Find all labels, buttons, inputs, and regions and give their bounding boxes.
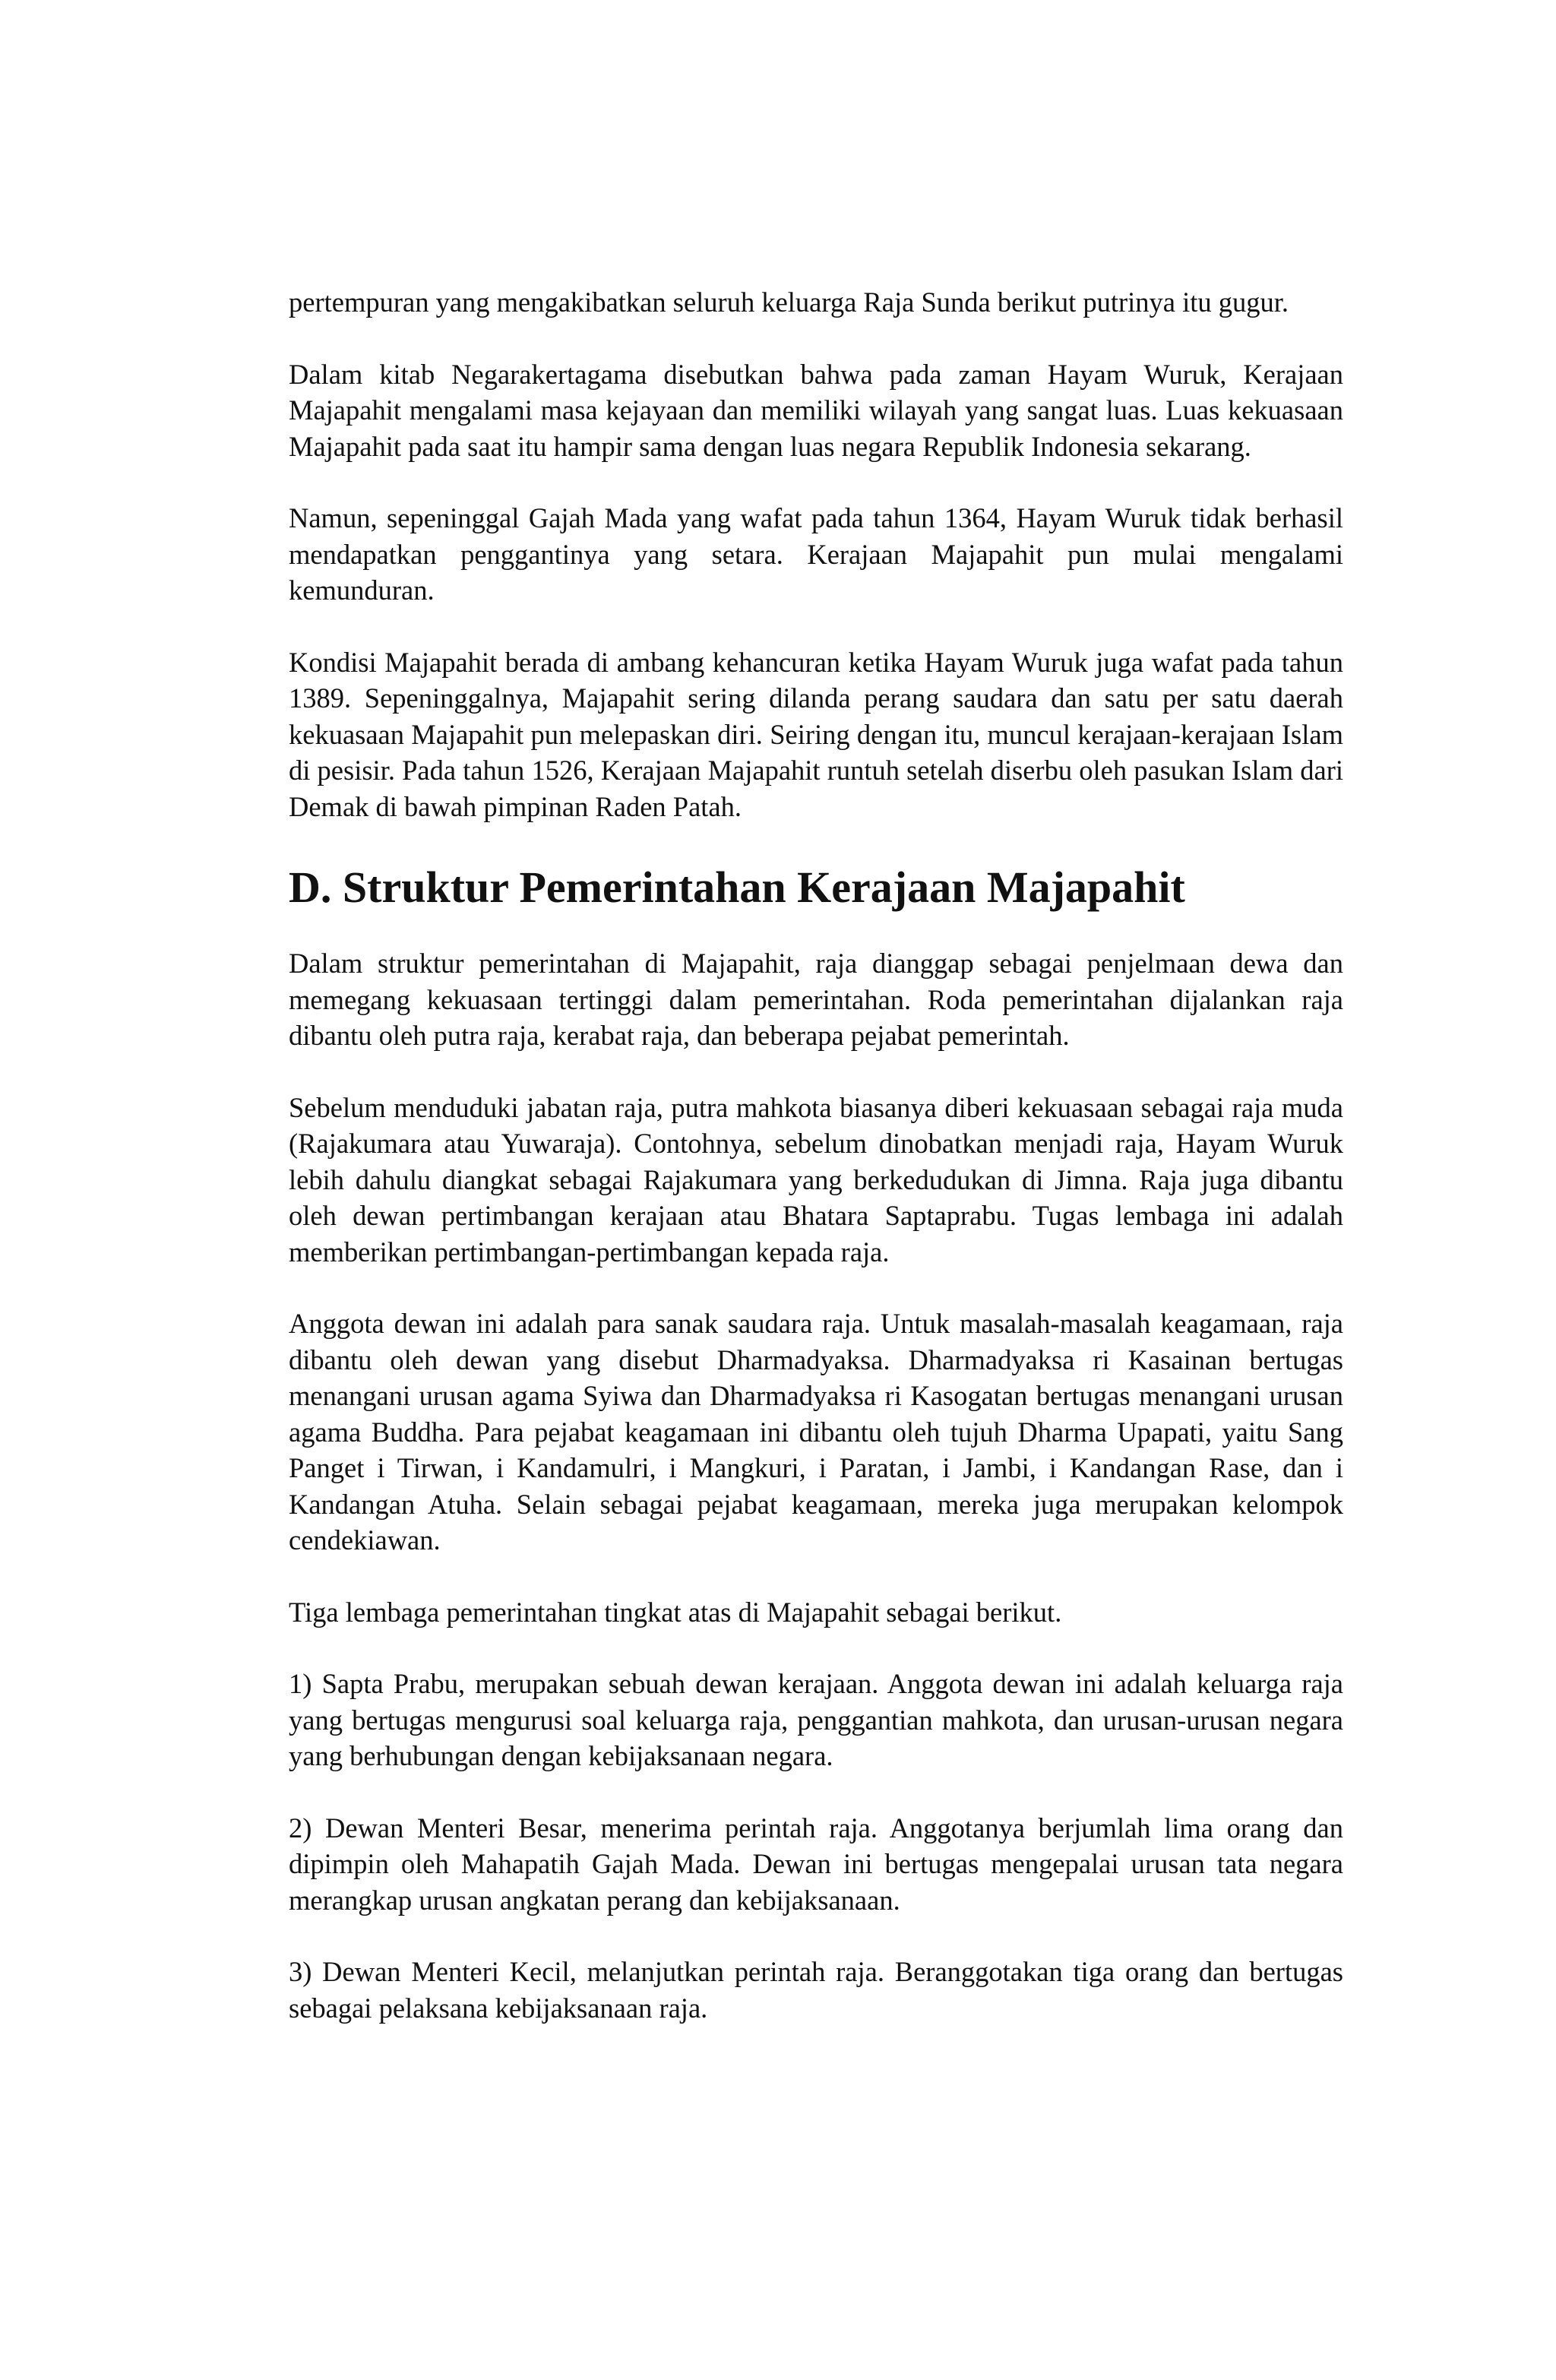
section-heading: D. Struktur Pemerintahan Kerajaan Majapahit: [289, 862, 1185, 912]
paragraph-kehancuran: Kondisi Majapahit berada di ambang kehancuran ketika Hayam Wuruk juga wafat pada tahun 1389. Sepeninggalnya, Majapahit sering dilanda perang saudara dan satu per satu daerah kekuasaan Majapahit pun melepaskan diri. Seiring dengan itu, muncul kerajaan-kerajaan Islam di pesisir. Pada tahun 1526, Kerajaan Majapahit runtuh setelah diserbu oleh pasukan Islam dari Demak di bawah pimpinan Raden Patah.: [289, 646, 1343, 822]
paragraph-pertempuran: pertempuran yang mengakibatkan seluruh keluarga Raja Sunda berikut putrinya itu gugur.: [289, 286, 1289, 318]
paragraph-kemunduran: Namun, sepeninggal Gajah Mada yang wafat pada tahun 1364, Hayam Wuruk tidak berhasil mendapatkan penggantinya yang setara. Kerajaan Majapahit pun mulai mengalami kemunduran.: [289, 502, 1343, 606]
list-item-menteri-kecil: 3) Dewan Menteri Kecil, melanjutkan perintah raja. Beranggotakan tiga orang dan bertugas sebagai pelaksana kebijaksanaan raja.: [289, 1956, 1343, 2024]
paragraph-struktur: Dalam struktur pemerintahan di Majapahit, raja dianggap sebagai penjelmaan dewa dan memegang kekuasaan tertinggi dalam pemerintahan. Roda pemerintahan dijalankan raja dibantu oleh putra raja, kerabat raja, dan beberapa pejabat pemerintah.: [289, 948, 1343, 1051]
list-item-menteri-besar: 2) Dewan Menteri Besar, menerima perintah raja. Anggotanya berjumlah lima orang dan dipimpin oleh Mahapatih Gajah Mada. Dewan ini bertugas mengepalai urusan tata negara merangkap urusan angkatan perang dan kebijaksanaan.: [289, 1812, 1343, 1916]
list-item-sapta-prabu: 1) Sapta Prabu, merupakan sebuah dewan kerajaan. Anggota dewan ini adalah keluarga raja yang bertugas mengurusi soal keluarga raja, penggantian mahkota, dan urusan-urusan negara yang berhubungan dengan kebijaksanaan negara.: [289, 1668, 1343, 1771]
document-page: [289, 284, 1343, 2062]
paragraph-dharmadyaksa: Anggota dewan ini adalah para sanak saudara raja. Untuk masalah-masalah keagamaan, raja dibantu oleh dewan yang disebut Dharmadyaksa. Dharmadyaksa ri Kasainan bertugas menangani urusan agama Syiwa dan Dharmadyaksa ri Kasogatan bertugas menangani urusan agama Buddha. Para pejabat keagamaan ini dibantu oleh tujuh Dharma Upapati, yaitu Sang Panget i Tirwan, i Kandamulri, i Mangkuri, i Paratan, i Jambi, i Kandangan Rase, dan i Kandangan Atuha. Selain sebagai pejabat keagamaan, mereka juga merupakan kelompok cendekiawan.: [289, 1308, 1343, 1556]
paragraph-tiga-lembaga: Tiga lembaga pemerintahan tingkat atas di Majapahit sebagai berikut.: [289, 1596, 1062, 1628]
paragraph-putra-mahkota: Sebelum menduduki jabatan raja, putra mahkota biasanya diberi kekuasaan sebagai raja muda (Rajakumara atau Yuwaraja). Contohnya, sebelum dinobatkan menjadi raja, Hayam Wuruk lebih dahulu diangkat sebagai Rajakumara yang berkedudukan di Jimna. Raja juga dibantu oleh dewan pertimbangan kerajaan atau Bhatara Saptaprabu. Tugas lembaga ini adalah memberikan pertimbangan-pertimbangan kepada raja.: [289, 1091, 1343, 1268]
paragraph-negarakertagama: Dalam kitab Negarakertagama disebutkan bahwa pada zaman Hayam Wuruk, Kerajaan Majapahit mengalami masa kejayaan dan memiliki wilayah yang sangat luas. Luas kekuasaan Majapahit pada saat itu hampir sama dengan luas negara Republik Indonesia sekarang.: [289, 358, 1343, 462]
